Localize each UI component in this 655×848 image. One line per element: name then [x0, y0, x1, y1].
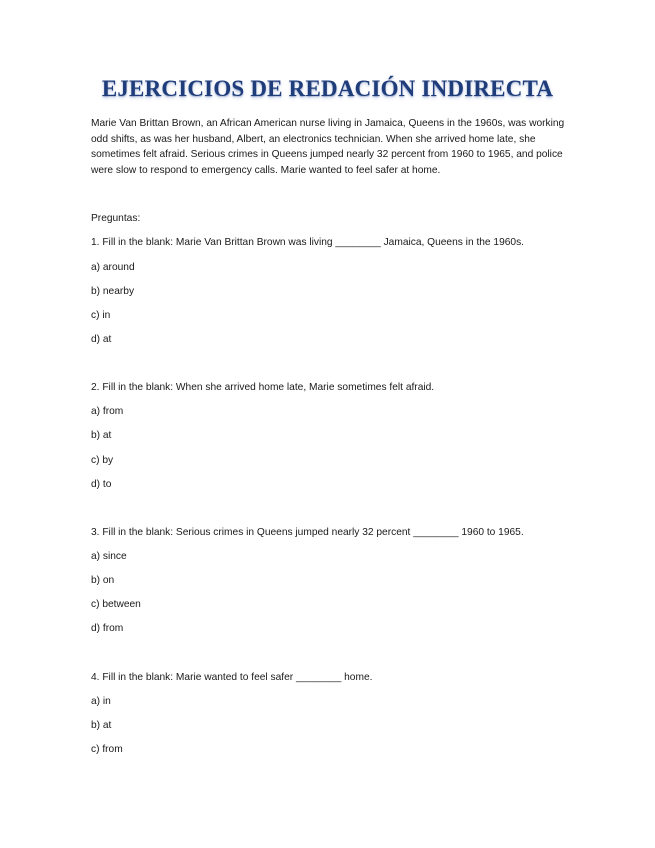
question-1-option-d: d) at: [91, 334, 112, 345]
question-4-option-b: b) at: [91, 720, 112, 731]
page-title: EJERCICIOS DE REDACIÓN INDIRECTA: [101, 76, 554, 101]
question-4-option-c: c) from: [91, 744, 123, 755]
question-2-option-a: a) from: [91, 406, 124, 417]
question-3-option-c: c) between: [91, 599, 141, 610]
question-1-text: 1. Fill in the blank: Marie Van Brittan Brown was living ________ Jamaica, Queens in the 1960s.: [91, 237, 525, 248]
question-1-option-c: c) in: [91, 310, 111, 321]
question-1-option-b: b) nearby: [91, 286, 135, 297]
question-4-text: 4. Fill in the blank: Marie wanted to feel safer ________ home.: [91, 672, 373, 683]
question-1-option-a: a) around: [91, 262, 135, 273]
question-3-option-d: d) from: [91, 623, 124, 634]
intro-paragraph: Marie Van Brittan Brown, an African American nurse living in Jamaica, Queens in the 1960s, was working odd shifts, as was her husband, Albert, an electronics technician. When she arrived home late, she sometimes felt afraid. Serious crimes in Queens jumped nearly 32 percent from 1960 to 1965, and police were slow to respond to emergency calls. Marie wanted to feel safer at home.: [91, 118, 565, 176]
question-3-text: 3. Fill in the blank: Serious crimes in Queens jumped nearly 32 percent ________ 1960 to 1965.: [91, 527, 524, 538]
question-2-text: 2. Fill in the blank: When she arrived home late, Marie sometimes felt afraid.: [91, 382, 435, 393]
question-4-option-a: a) in: [91, 696, 111, 707]
question-3-option-a: a) since: [91, 551, 127, 562]
question-3-option-b: b) on: [91, 575, 115, 586]
questions-label: Preguntas:: [91, 213, 141, 224]
question-2-option-d: d) to: [91, 479, 112, 490]
question-2-option-b: b) at: [91, 430, 112, 441]
question-2-option-c: c) by: [91, 455, 114, 466]
